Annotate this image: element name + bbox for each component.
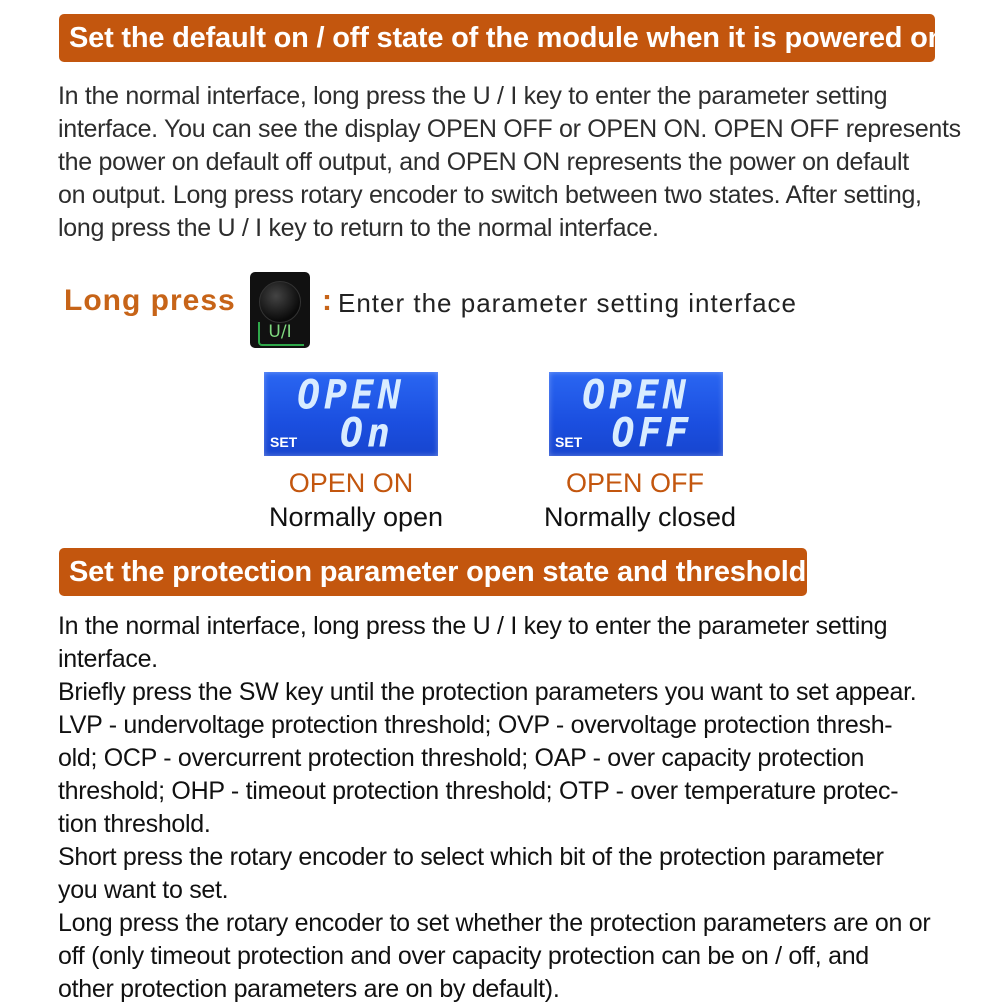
paragraph-line: other protection parameters are on by default). [58,975,560,1003]
long-press-label: Long press [64,284,236,317]
lcd-set-indicator: SET [555,434,583,450]
section-title-power-on-state: Set the default on / off state of the module when it is powered on [59,14,935,62]
long-press-instruction [64,272,924,348]
paragraph-line: interface. [58,645,158,673]
power-on-state-instructions [58,80,961,245]
long-press-description: Enter the parameter setting interface [338,288,798,318]
lcd-display-open-on [264,372,438,456]
lcd-set-indicator: SET [270,434,298,450]
caption-open-off-title: OPEN OFF [565,468,704,498]
caption-open-on-title: OPEN ON [288,468,414,498]
paragraph-line: you want to set. [58,876,229,904]
lcd-line-1: OPEN [297,371,405,419]
lcd-line-2: OFF [611,409,693,457]
paragraph-line: tion threshold. [58,810,211,838]
paragraph-line: the power on default off output, and OPEN ON represents the power on default [58,148,909,176]
paragraph-line: old; OCP - overcurrent protection threshold; OAP - over capacity protection [58,744,865,772]
paragraph-line: interface. You can see the display OPEN OFF or OPEN ON. OPEN OFF represents [58,115,961,143]
rotary-knob-icon [259,281,301,323]
paragraph-line: Briefly press the SW key until the protection parameters you want to set appear. [58,678,917,706]
caption-open-off-subtitle: Normally closed [543,502,737,532]
lcd-line-2: On [340,409,394,457]
caption-open-on-subtitle: Normally open [268,502,444,532]
key-label: U/I [268,322,292,342]
paragraph-line: on output. Long press rotary encoder to switch between two states. After setting, [58,181,922,209]
paragraph-line: In the normal interface, long press the U / I key to enter the parameter setting [58,612,888,640]
protection-parameter-instructions [58,610,958,1006]
paragraph-line: Short press the rotary encoder to select which bit of the protection parameter [58,843,884,871]
paragraph-line: LVP - undervoltage protection threshold; OVP - overvoltage protection thresh- [58,711,893,739]
paragraph-line: Long press the rotary encoder to set whether the protection parameters are on or [58,909,931,937]
colon: : [322,284,332,317]
paragraph-line: off (only timeout protection and over capacity protection can be on / off, and [58,942,869,970]
paragraph-line: long press the U / I key to return to the normal interface. [58,214,659,242]
ui-key-button-icon [250,272,310,348]
lcd-line-1: OPEN [582,371,690,419]
section-title-protection-parameters: Set the protection parameter open state and threshold [59,548,807,596]
paragraph-line: threshold; OHP - timeout protection threshold; OTP - over temperature protec- [58,777,899,805]
paragraph-line: In the normal interface, long press the U / I key to enter the parameter setting [58,82,888,110]
lcd-display-open-off [549,372,723,456]
